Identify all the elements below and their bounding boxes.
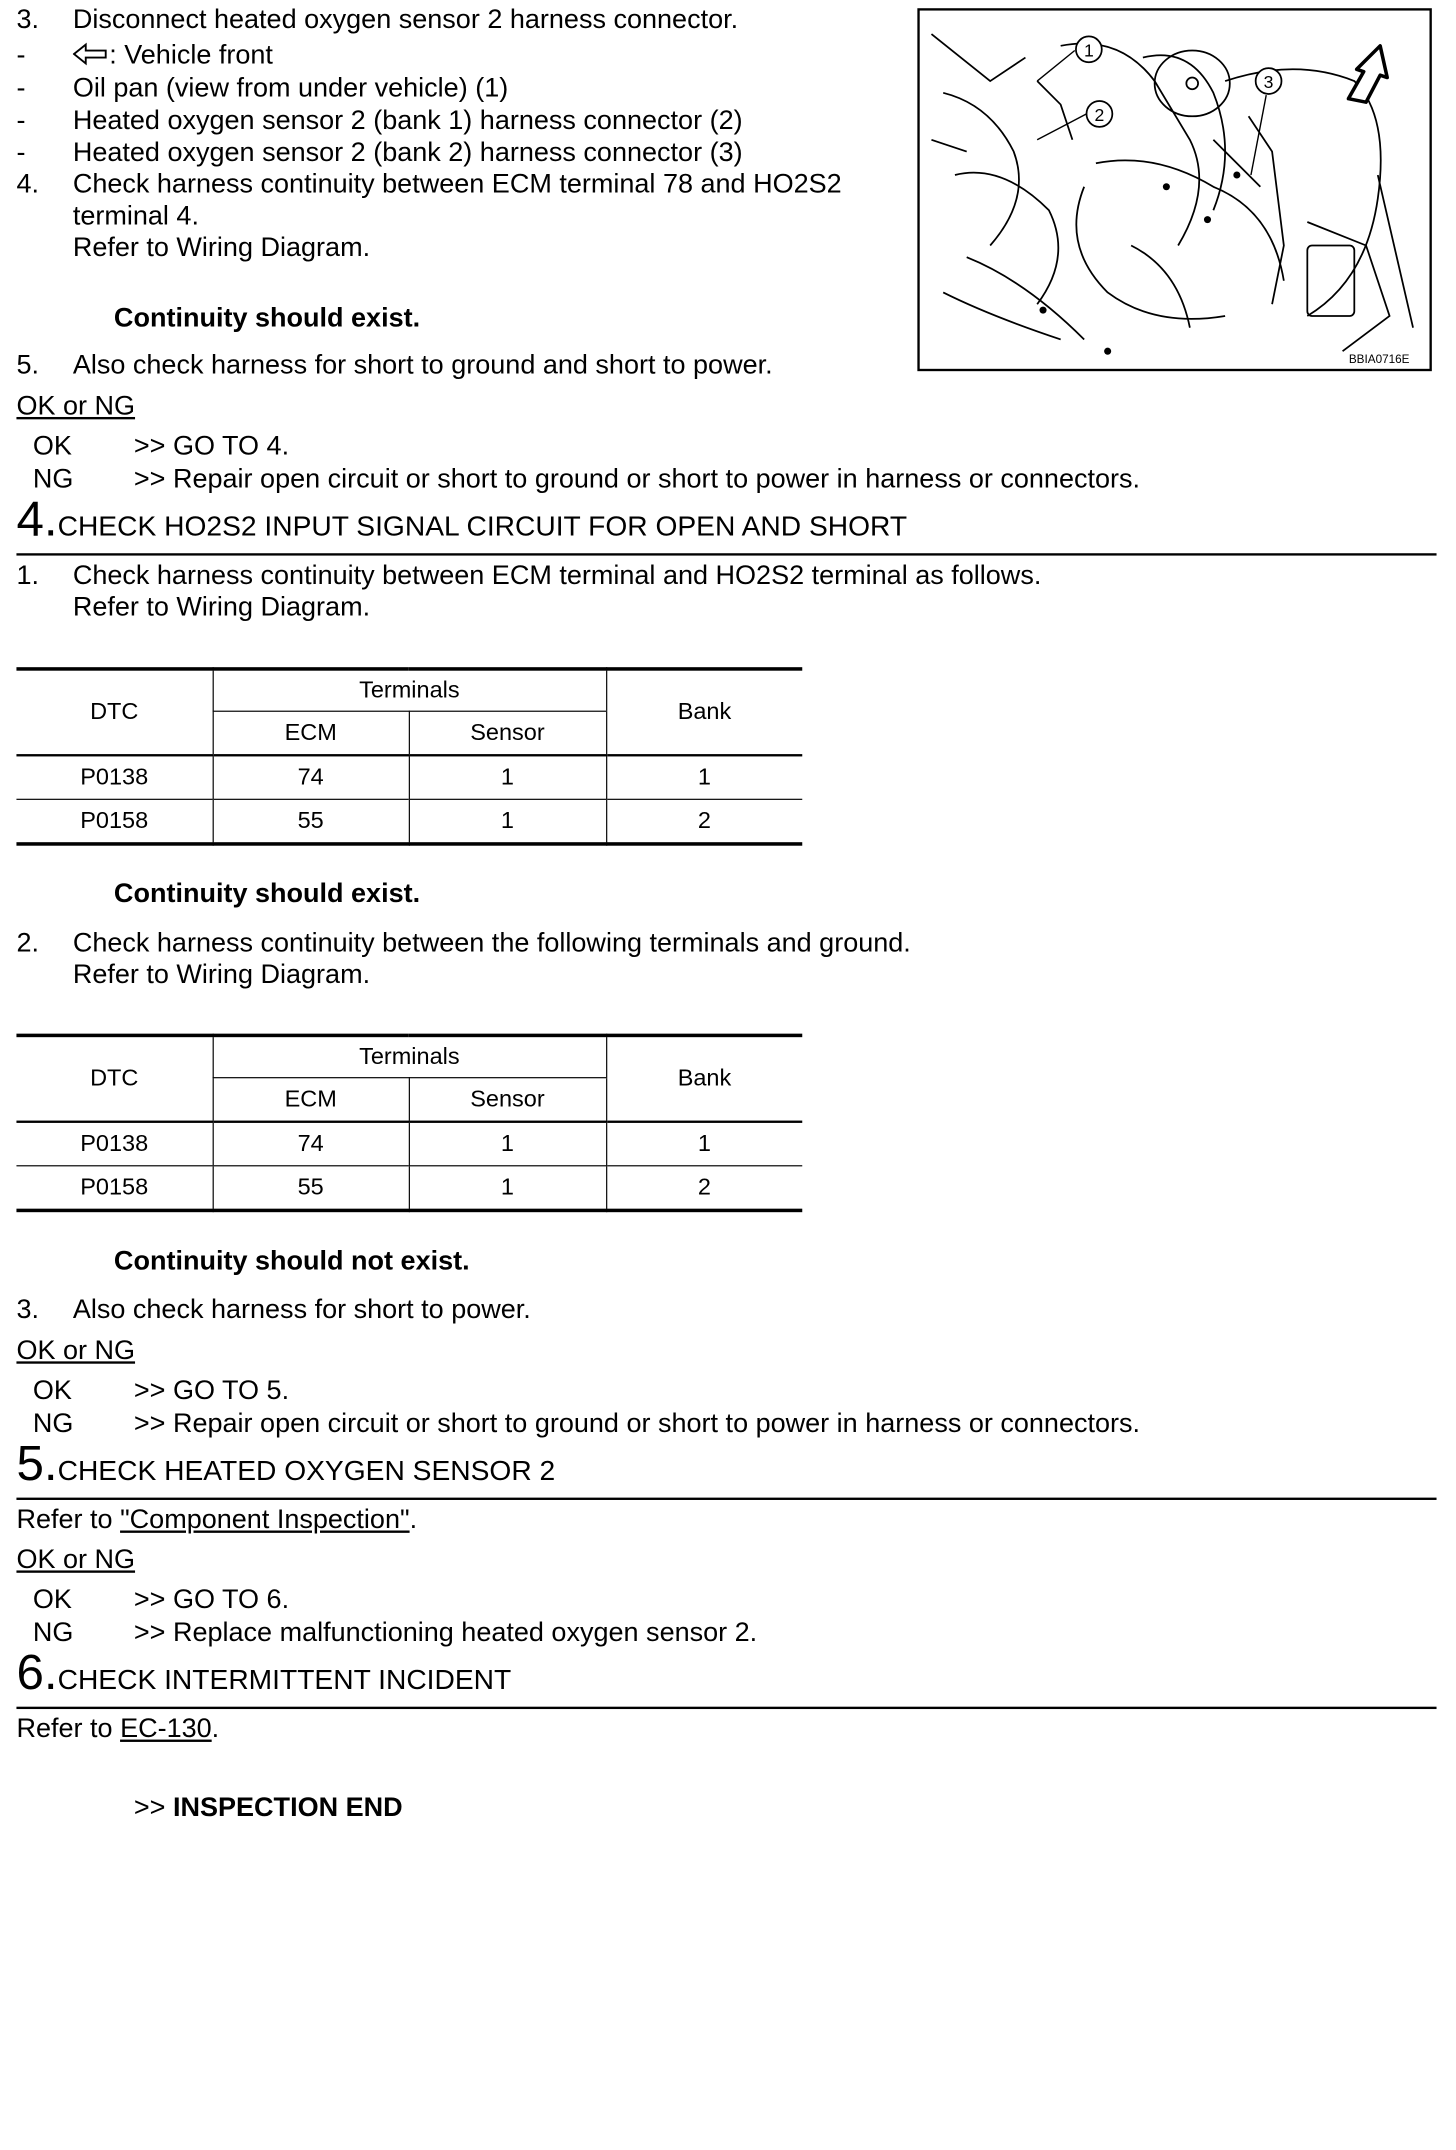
refer-prefix: Refer to [16,1712,121,1744]
list-marker: 5. [16,348,39,380]
step-title: CHECK HO2S2 INPUT SIGNAL CIRCUIT FOR OPEN AND SHORT [57,510,908,543]
ok-ng-heading: OK or NG [16,1543,136,1574]
list-item-text: terminal 4. [72,199,199,231]
divider [16,1707,1436,1709]
cell-ecm: 55 [213,1166,409,1211]
cell-dtc: P0138 [16,755,212,799]
divider [16,553,1436,555]
end-prefix: >> [133,1791,173,1822]
ng-action: >> Replace malfunctioning heated oxygen sensor 2. [133,1616,758,1647]
ok-action: >> GO TO 5. [133,1374,290,1405]
cell-sensor: 1 [409,1166,606,1211]
cell-bank: 2 [606,1166,802,1211]
result-text: Continuity should exist. [113,877,421,908]
engine-figure [917,8,1431,371]
divider [16,1498,1436,1500]
cell-bank: 2 [606,799,802,844]
list-item-text: Oil pan (view from under vehicle) (1) [72,71,509,103]
list-item-text: Check harness continuity between ECM terminal 78 and HO2S2 [72,167,842,199]
ok-label: OK [32,429,72,461]
refer-prefix: Refer to [16,1503,121,1535]
refer-suffix: . [211,1712,220,1744]
ok-ng-heading: OK or NG [16,389,136,421]
list-item-text: Heated oxygen sensor 2 (bank 2) harness connector (3) [72,136,743,167]
step-number: 5. [16,1435,58,1491]
header-bank: Bank [606,669,802,755]
list-item-text: Refer to Wiring Diagram. [72,590,371,622]
list-item-text: Refer to Wiring Diagram. [72,231,371,262]
cell-ecm: 74 [213,755,409,799]
list-item-text: : Vehicle front [109,38,273,70]
result-text: Continuity should exist. [113,301,421,333]
cell-bank: 1 [606,755,802,799]
header-terminals: Terminals [213,1035,606,1077]
arrow-left-icon [73,42,108,65]
oil-pan-illustration [920,11,1430,369]
step-number: 4. [16,490,58,547]
list-item-text: Check harness continuity between the following terminals and ground. [72,926,911,958]
ok-ng-heading: OK or NG [16,1334,136,1365]
list-marker: 3. [16,1293,39,1324]
cell-sensor: 1 [409,755,606,799]
header-terminals: Terminals [213,669,606,711]
table-row [16,1166,802,1211]
ok-label: OK [32,1583,72,1614]
result-text: Continuity should not exist. [113,1245,470,1276]
ng-action: >> Repair open circuit or short to ground or short to power in harness or connectors. [133,1407,1141,1438]
header-sensor: Sensor [409,1078,606,1122]
inspection-end [134,1791,403,1823]
header-ecm: ECM [213,711,409,755]
step-title: CHECK HEATED OXYGEN SENSOR 2 [57,1455,556,1488]
list-item-text: Check harness continuity between ECM terminal and HO2S2 terminal as follows. [72,559,1042,590]
table-row [16,1122,802,1166]
cell-dtc: P0138 [16,1122,212,1166]
refer-line [16,1503,417,1535]
list-item-text: Also check harness for short to power. [72,1293,531,1324]
ec-130-link[interactable]: EC-130 [120,1712,212,1744]
end-text: INSPECTION END [172,1791,403,1822]
list-marker: 4. [16,167,39,199]
step-number: 6. [16,1644,58,1700]
ng-label: NG [32,1616,74,1647]
ok-label: OK [32,1374,72,1405]
terminals-table [16,667,802,846]
list-item-text: Disconnect heated oxygen sensor 2 harness connector. [72,3,739,35]
list-marker: - [16,104,26,136]
step-heading [16,1644,512,1700]
list-marker: - [16,38,26,70]
list-item-text: Heated oxygen sensor 2 (bank 1) harness connector (2) [72,104,743,136]
header-bank: Bank [606,1035,802,1121]
ng-label: NG [32,462,74,494]
list-marker: 2. [16,926,39,958]
cell-ecm: 55 [213,799,409,844]
terminals-table [16,1034,802,1213]
list-marker: 1. [16,559,39,590]
list-item-text: Also check harness for short to ground and short to power. [72,348,773,380]
component-inspection-link[interactable]: "Component Inspection" [120,1503,410,1535]
header-sensor: Sensor [409,711,606,755]
list-item-text: Refer to Wiring Diagram. [72,958,371,990]
cell-dtc: P0158 [16,1166,212,1211]
callout-3: 3 [1263,72,1274,93]
list-marker: - [16,136,26,167]
callout-2: 2 [1094,104,1105,125]
header-ecm: ECM [213,1078,409,1122]
step-heading [16,490,908,547]
cell-ecm: 74 [213,1122,409,1166]
ng-action: >> Repair open circuit or short to ground or short to power in harness or connectors. [133,462,1141,494]
list-marker: - [16,71,26,103]
figure-code: BBIA0716E [1348,352,1410,366]
cell-sensor: 1 [409,1122,606,1166]
callout-1: 1 [1083,40,1094,61]
table-row [16,799,802,844]
step-title: CHECK INTERMITTENT INCIDENT [57,1664,512,1697]
header-dtc: DTC [90,1065,139,1092]
list-marker: 3. [16,3,39,35]
ok-action: >> GO TO 6. [133,1583,290,1614]
cell-sensor: 1 [409,799,606,844]
cell-dtc: P0158 [16,799,212,844]
cell-bank: 1 [606,1122,802,1166]
table-row [16,755,802,799]
vehicle-front-arrow-icon [1348,46,1387,102]
ok-action: >> GO TO 4. [133,429,290,461]
header-dtc: DTC [90,698,139,725]
refer-suffix: . [409,1503,418,1535]
ng-label: NG [32,1407,74,1438]
step-heading [16,1435,556,1491]
refer-line [16,1713,219,1745]
